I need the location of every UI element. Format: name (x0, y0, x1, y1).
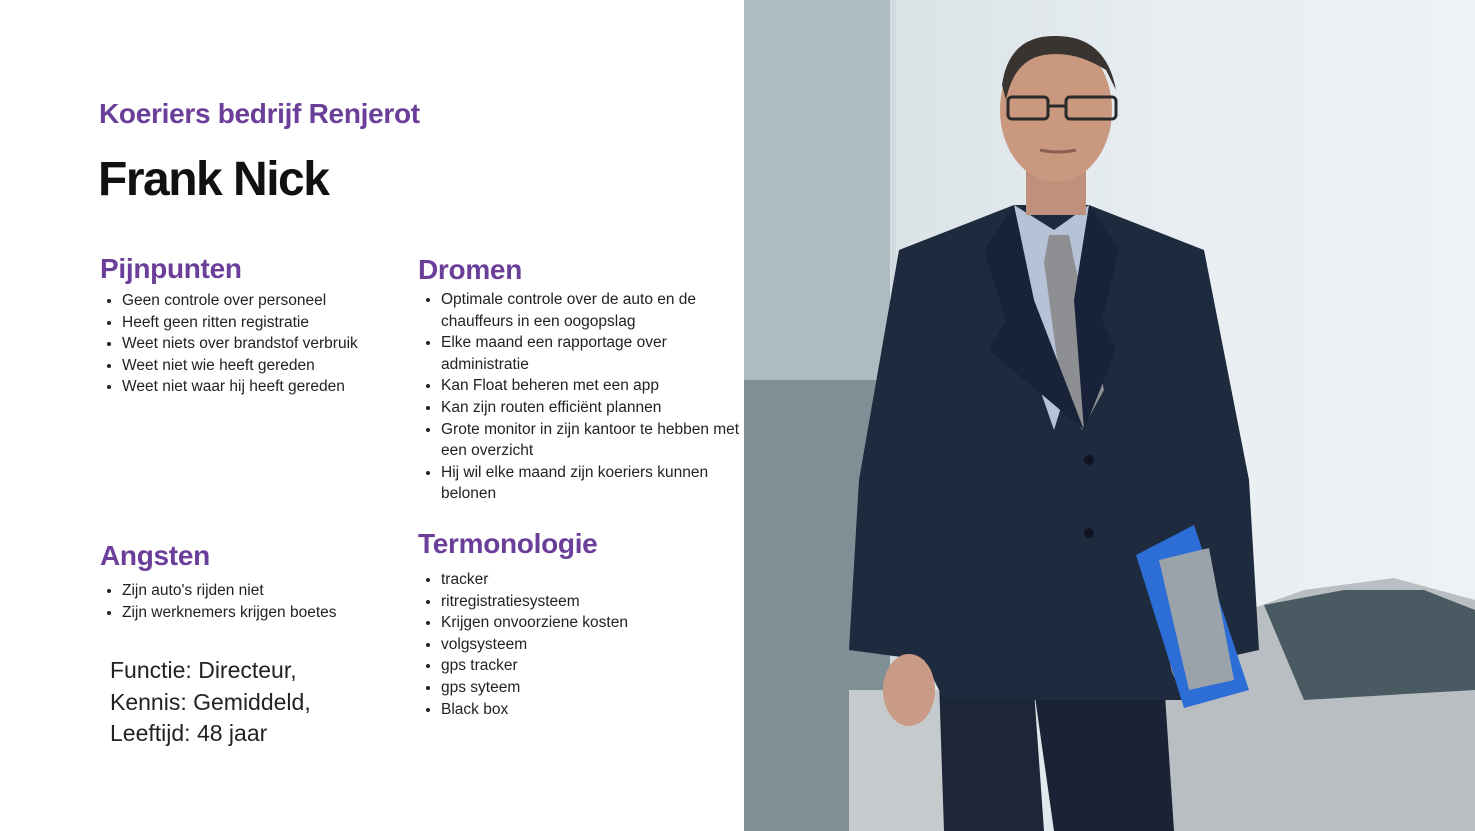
list-item: • Black box (441, 699, 741, 721)
list-item: • Optimale controle over de auto en de chauffeurs in een oogopslag (441, 289, 741, 332)
list-item: • Weet niet waar hij heeft gereden (122, 376, 382, 398)
kennis-text: Kennis: Gemiddeld, (110, 688, 311, 715)
list-item: • Zijn werknemers krijgen boetes (122, 602, 402, 624)
dromen-title: Dromen (418, 254, 522, 285)
list-item: • Krijgen onvoorziene kosten (441, 612, 741, 634)
functie-text: Functie: Directeur, (110, 657, 297, 683)
angsten-list (100, 580, 402, 623)
list-item: • Grote monitor in zijn kantoor te hebben met een overzicht (441, 419, 741, 462)
list-item: • Kan zijn routen efficiënt plannen (441, 397, 741, 419)
list-item: • Geen controle over personeel (122, 290, 382, 312)
termonologie-list (419, 569, 741, 720)
list-item: • Zijn auto's rijden niet (122, 580, 402, 602)
list-item: • Kan Float beheren met een app (441, 375, 741, 397)
dromen-list (419, 289, 741, 505)
list-item: • ritregistratiesysteem (441, 591, 741, 613)
persona-meta (110, 655, 311, 750)
businessman-photo (744, 0, 1475, 831)
list-item: • Heeft geen ritten registratie (122, 312, 382, 334)
leeftijd-text: Leeftijd: 48 jaar (110, 720, 268, 746)
left-hand (883, 654, 935, 726)
persona-name: Frank Nick (98, 153, 329, 206)
company-name: Koeriers bedrijf Renjerot (99, 98, 420, 129)
list-item: • tracker (441, 569, 741, 591)
angsten-title: Angsten (100, 540, 210, 571)
pijnpunten-list (100, 290, 382, 398)
photo-illustration (744, 0, 1475, 831)
pijnpunten-title: Pijnpunten (100, 253, 242, 284)
list-item: • gps syteem (441, 677, 741, 699)
termonologie-title: Termonologie (418, 528, 598, 559)
list-item: • Hij wil elke maand zijn koeriers kunnen belonen (441, 462, 741, 505)
list-item: • gps tracker (441, 655, 741, 677)
list-item: • Weet niet wie heeft gereden (122, 355, 382, 377)
list-item: • Weet niets over brandstof verbruik (122, 333, 382, 355)
list-item: • Elke maand een rapportage over administratie (441, 332, 741, 375)
list-item: • volgsysteem (441, 634, 741, 656)
